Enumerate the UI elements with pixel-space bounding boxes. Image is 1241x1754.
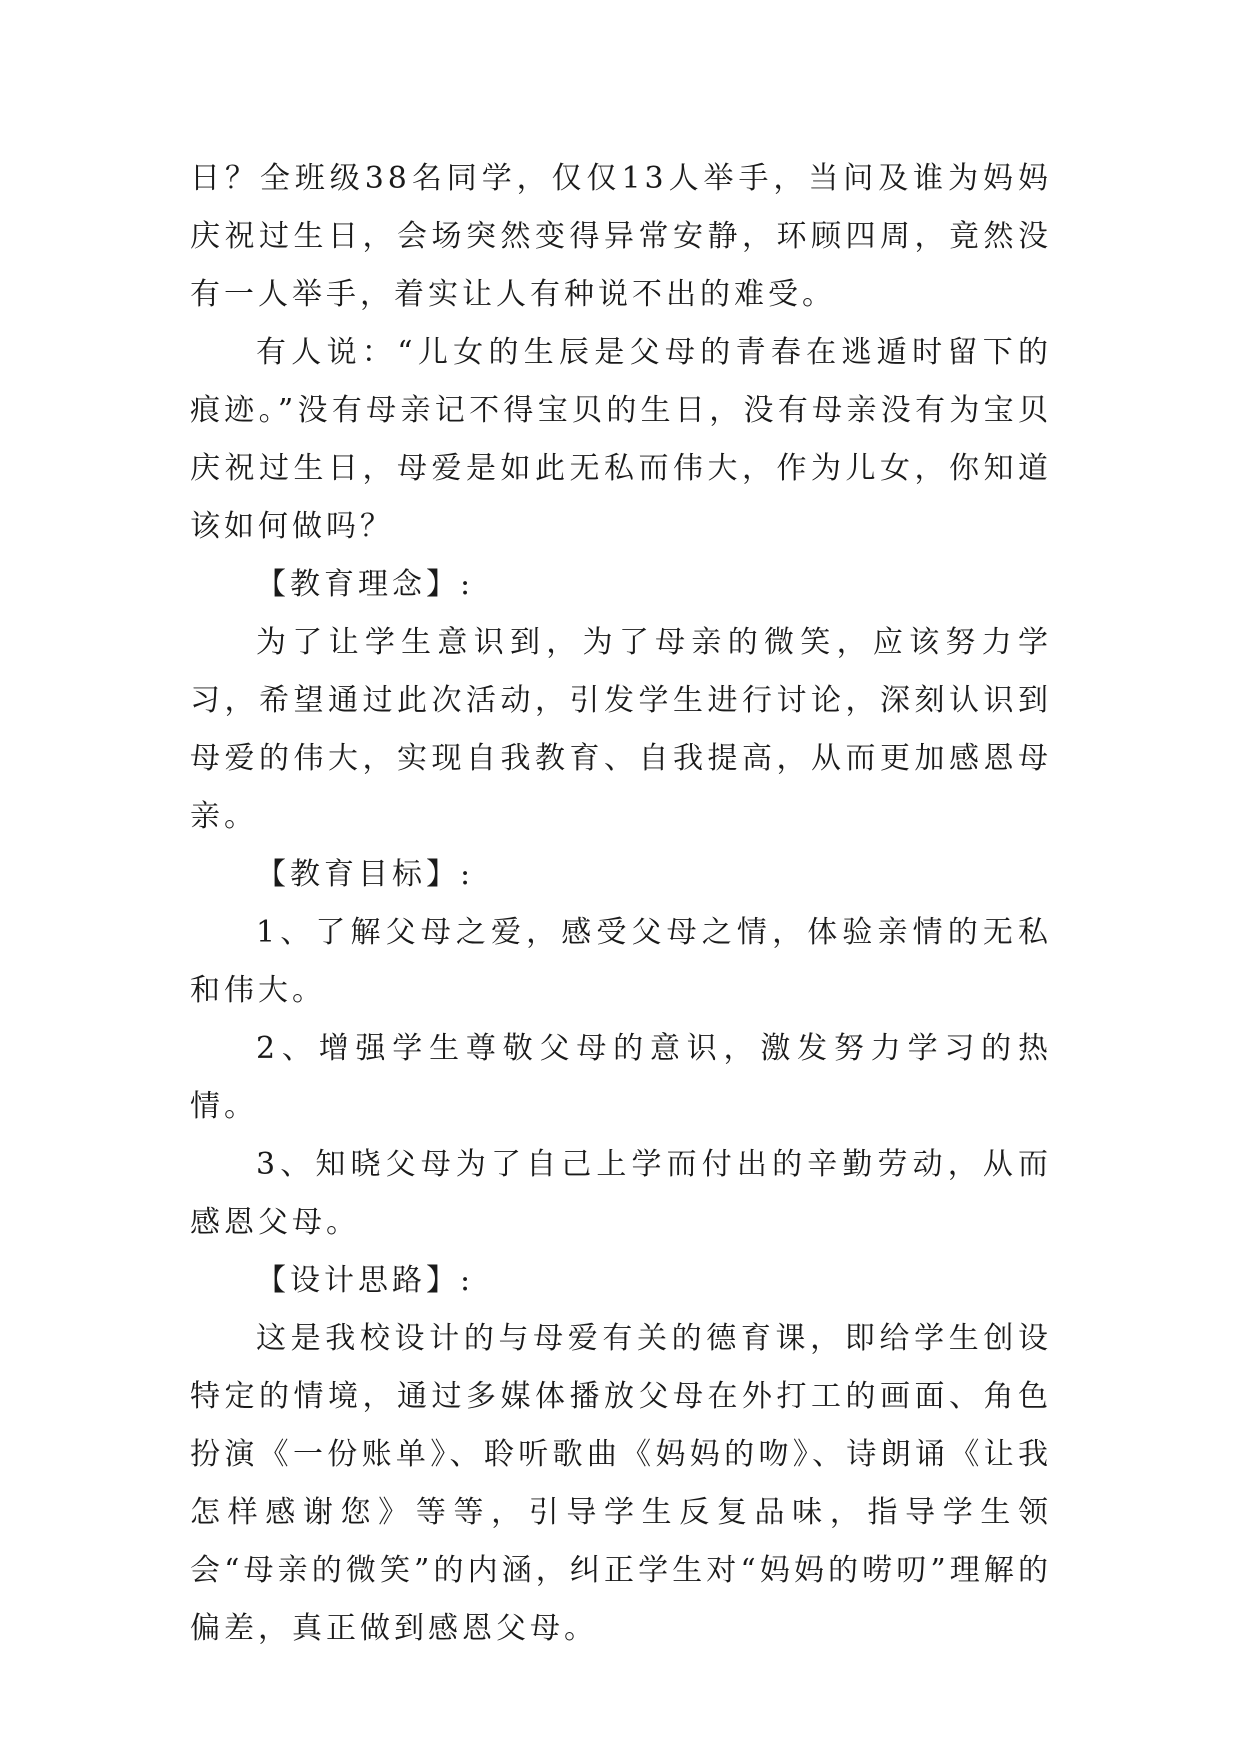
document-page [190,150,1052,1658]
paragraph-quote: 有人说：“儿女的生辰是父母的青春在逃遁时留下的痕迹。”没有母亲记不得宝贝的生日，没有母亲没有为宝贝庆祝过生日，母爱是如此无私而伟大，作为儿女，你知道该如何做吗？ [190,335,1052,544]
goal-item-3: 3、知晓父母为了自己上学而付出的辛勤劳动，从而感恩父母。 [190,1147,1052,1240]
heading-education-concept: 【教育理念】: [256,567,475,602]
paragraph-education-concept: 为了让学生意识到，为了母亲的微笑，应该努力学习，希望通过此次活动，引发学生进行讨论，深刻认识到母爱的伟大，实现自我教育、自我提高，从而更加感恩母亲。 [190,625,1052,834]
goal-item-2: 2、增强学生尊敬父母的意识，激发努力学习的热情。 [190,1031,1052,1124]
goal-item-1: 1、了解父母之爱，感受父母之情，体验亲情的无私和伟大。 [190,915,1052,1008]
paragraph-birthday-survey: 日？全班级38名同学，仅仅13人举手，当问及谁为妈妈庆祝过生日，会场突然变得异常安静，环顾四周，竟然没有一人举手，着实让人有种说不出的难受。 [190,161,1052,312]
heading-design-idea: 【设计思路】: [256,1263,475,1298]
heading-education-goals: 【教育目标】: [256,857,475,892]
paragraph-design-idea: 这是我校设计的与母爱有关的德育课，即给学生创设特定的情境，通过多媒体播放父母在外打工的画面、角色扮演《一份账单》、聆听歌曲《妈妈的吻》、诗朗诵《让我怎样感谢您》等等，引导学生反复品味，指导学生领会“母亲的微笑”的内涵，纠正学生对“妈妈的唠叨”理解的偏差，真正做到感恩父母。 [190,1321,1052,1646]
